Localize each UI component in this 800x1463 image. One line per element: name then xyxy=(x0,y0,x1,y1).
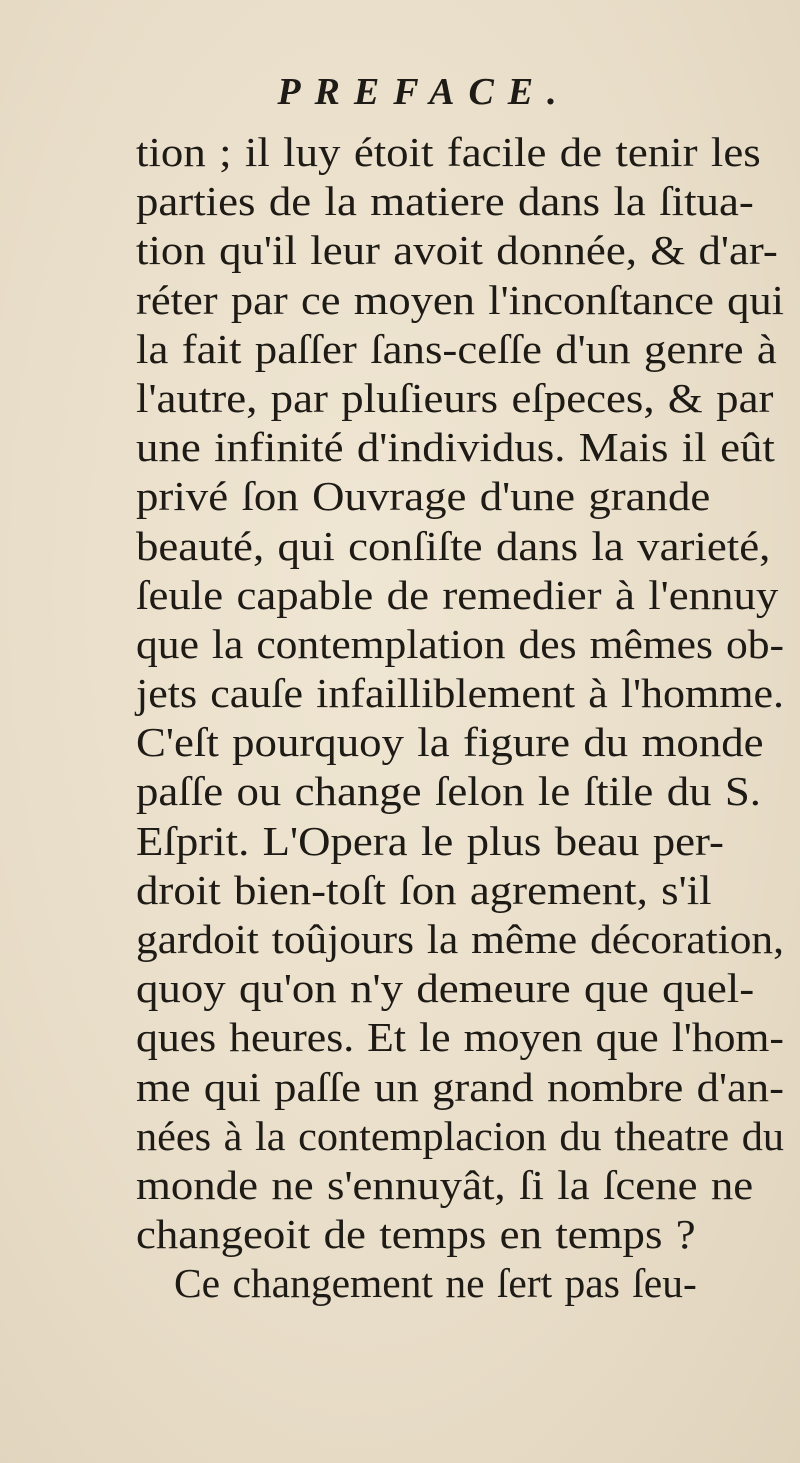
text-line: nées à la contemplacion du theatre du xyxy=(136,1112,785,1159)
text-line: réter par ce moyen l'inconſtance qui xyxy=(136,276,784,323)
text-line: une infinité d'individus. Mais il eût xyxy=(136,424,775,471)
text-line: C'eſt pourquoy la figure du monde xyxy=(136,719,764,766)
text-line: Eſprit. L'Opera le plus beau per- xyxy=(136,817,724,864)
text-line: tion ; il luy étoit facile de tenir les xyxy=(136,129,761,175)
body-text xyxy=(136,128,796,1309)
text-line: me qui paſſe un grand nombre d'an- xyxy=(136,1063,784,1110)
text-line: parties de la matiere dans la ſitua- xyxy=(136,178,754,225)
text-line: monde ne s'ennuyât, ſi la ſcene ne xyxy=(136,1161,754,1208)
text-line: paſſe ou change ſelon le ſtile du S. xyxy=(136,768,762,815)
text-line: ſeule capable de remedier à l'ennuy xyxy=(136,571,779,618)
text-line: privé ſon Ouvrage d'une grande xyxy=(136,473,711,520)
text-line: l'autre, par pluſieurs eſpeces, & par xyxy=(136,374,774,421)
text-line: que la contemplation des mêmes ob- xyxy=(136,620,785,667)
text-line: la fait paſſer ſans-ceſſe d'un genre à xyxy=(136,325,777,372)
text-line: droit bien-toſt ſon agrement, s'il xyxy=(136,866,712,913)
text-line: tion qu'il leur avoit donnée, & d'ar- xyxy=(136,227,778,274)
running-head: PREFACE. xyxy=(277,71,571,113)
text-line: Ce changement ne ſert pas ſeu- xyxy=(174,1260,697,1307)
text-line: jets cauſe infailliblement à l'homme. xyxy=(136,670,785,717)
text-line: beauté, qui conſiſte dans la varieté, xyxy=(136,522,771,569)
text-line: changeoit de temps en temps ? xyxy=(136,1211,696,1258)
text-line: gardoit toûjours la même décoration, xyxy=(136,916,784,962)
text-line: quoy qu'on n'y demeure que quel- xyxy=(136,965,755,1012)
text-line: ques heures. Et le moyen que l'hom- xyxy=(136,1014,784,1061)
